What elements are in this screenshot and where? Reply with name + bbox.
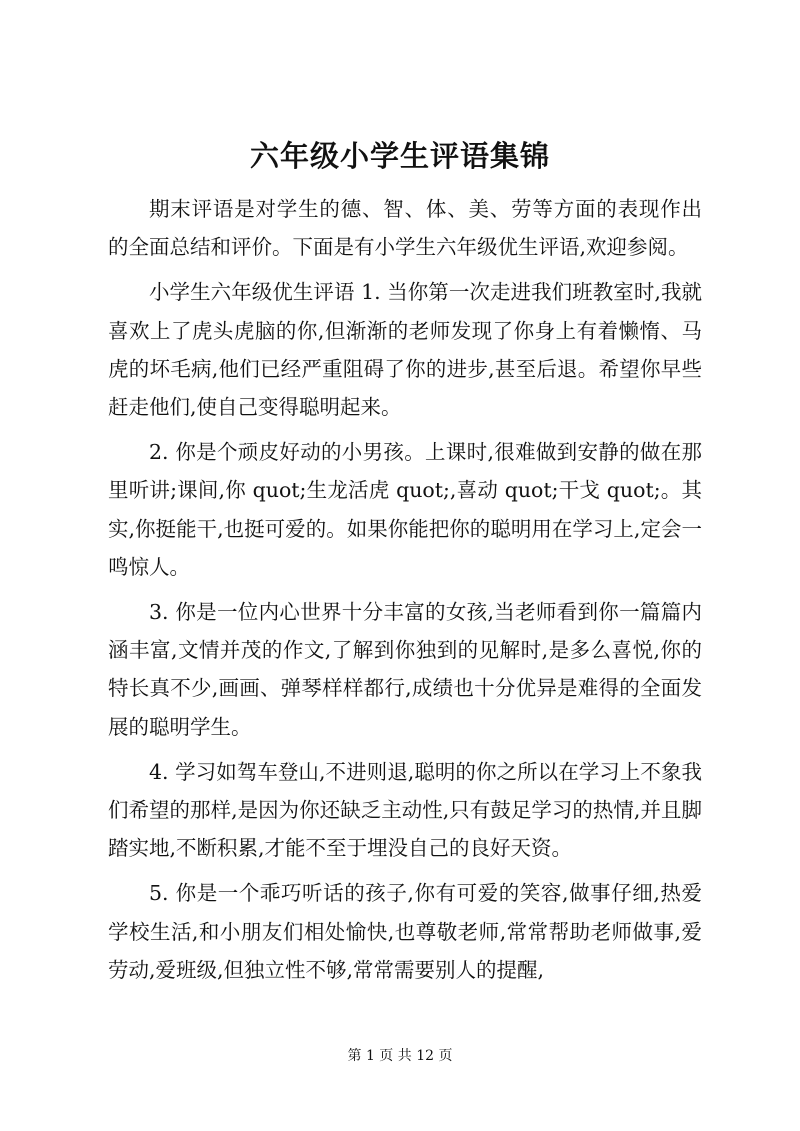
- paragraph-comment-5: 5. 你是一个乖巧听话的孩子,你有可爱的笑容,做事仔细,热爱学校生活,和小朋友们相处愉快,也尊敬老师,常常帮助老师做事,爱劳动,爱班级,但独立性不够,常常需要别人的提醒,: [108, 881, 702, 982]
- paragraph-comment-2: 2. 你是个顽皮好动的小男孩。上课时,很难做到安静的做在那里听讲;课间,你 quot;生龙活虎 quot;,喜动 quot;干戈 quot;。其实,你挺能干,也挺可爱的。如果你能把你的聪明用在学习上,定会一鸣惊人。: [108, 440, 702, 579]
- document-body: [108, 190, 702, 996]
- document-title: 六年级小学生评语集锦: [249, 139, 550, 173]
- paragraph-comment-1: 小学生六年级优生评语 1. 当你第一次走进我们班教室时,我就喜欢上了虎头虎脑的你,但渐渐的老师发现了你身上有着懒惰、马虎的坏毛病,他们已经严重阻碍了你的进步,甚至后退。希望你早些赶走他们,使自己变得聪明起来。: [108, 280, 702, 420]
- paragraph-intro: 期末评语是对学生的德、智、体、美、劳等方面的表现作出的全面总结和评价。下面是有小学生六年级优生评语,欢迎参阅。: [108, 197, 702, 260]
- paragraph-comment-3: 3. 你是一位内心世界十分丰富的女孩,当老师看到你一篇篇内涵丰富,文情并茂的作文,了解到你独到的见解时,是多么喜悦,你的特长真不少,画画、弹琴样样都行,成绩也十分优异是难得的全面发展的聪明学生。: [108, 600, 702, 739]
- page-number-footer: 第 1 页 共 12 页: [347, 1048, 453, 1064]
- paragraph-comment-4: 4. 学习如驾车登山,不进则退,聪明的你之所以在学习上不象我们希望的那样,是因为你还缺乏主动性,只有鼓足学习的热情,并且脚踏实地,不断积累,才能不至于埋没自己的良好天资。: [108, 759, 702, 861]
